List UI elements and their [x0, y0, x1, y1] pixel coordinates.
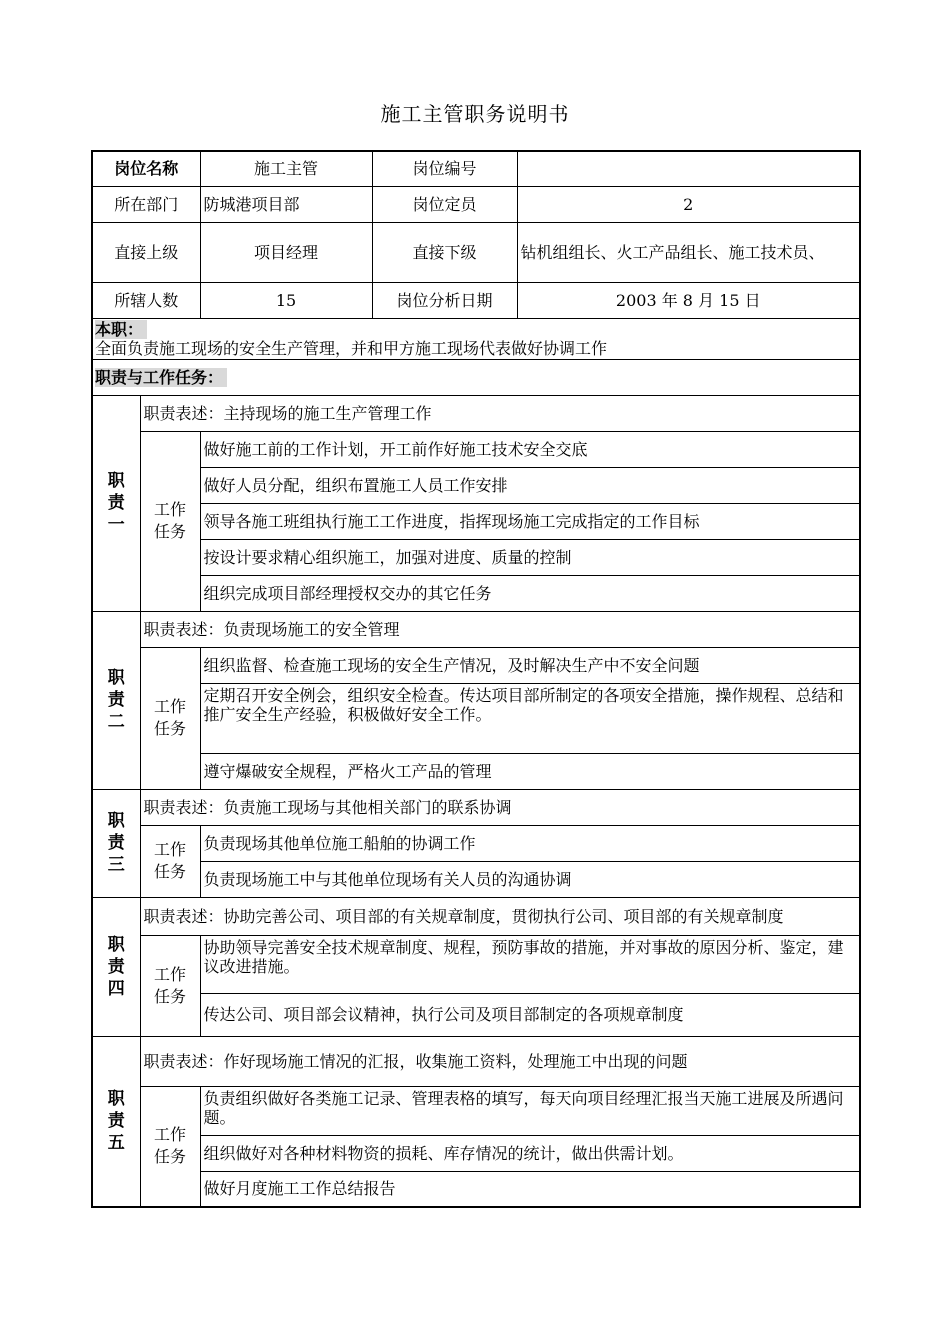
duties-header-cell — [92, 359, 860, 395]
duty-3-statement: 职责表述：负责施工现场与其他相关部门的联系协调 — [140, 789, 860, 825]
duty-1-name: 职 责 一 — [92, 395, 140, 611]
duty-5-name: 职 责 五 — [92, 1036, 140, 1207]
analysis-date-value: 2003 年 8 月 15 日 — [517, 282, 860, 318]
duty-1-task-label: 工作 任务 — [140, 431, 200, 611]
superior-label: 直接上级 — [92, 222, 200, 282]
duty-2-task-label: 工作 任务 — [140, 647, 200, 789]
duty-5-statement: 职责表述：作好现场施工情况的汇报，收集施工资料，处理施工中出现的问题 — [140, 1036, 860, 1086]
task-item: 传达公司、项目部会议精神，执行公司及项目部制定的各项规章制度 — [200, 993, 860, 1036]
task-item: 协助领导完善安全技术规章制度、规程，预防事故的措施，并对事故的原因分析、鉴定，建议改进措施。 — [200, 935, 860, 993]
task-item: 做好月度施工工作总结报告 — [200, 1171, 860, 1207]
main-duty-cell — [92, 318, 860, 359]
task-item: 组织做好对各种材料物资的损耗、库存情况的统计，做出供需计划。 — [200, 1135, 860, 1171]
main-duty-label: 本职： — [95, 320, 147, 339]
position-name-value: 施工主管 — [200, 151, 372, 186]
task-item: 按设计要求精心组织施工，加强对进度、质量的控制 — [200, 539, 860, 575]
task-item: 负责现场施工中与其他单位现场有关人员的沟通协调 — [200, 861, 860, 897]
headcount-value: 2 — [517, 186, 860, 222]
superior-value: 项目经理 — [200, 222, 372, 282]
headcount-label: 岗位定员 — [372, 186, 517, 222]
duty-2-name: 职 责 二 — [92, 611, 140, 789]
task-item: 负责组织做好各类施工记录、管理表格的填写，每天向项目经理汇报当天施工进展及所遇问题。 — [200, 1086, 860, 1135]
duty-5-task-label: 工作 任务 — [140, 1086, 200, 1207]
analysis-date-label: 岗位分析日期 — [372, 282, 517, 318]
task-item: 遵守爆破安全规程，严格火工产品的管理 — [200, 753, 860, 789]
task-item: 组织完成项目部经理授权交办的其它任务 — [200, 575, 860, 611]
task-item: 定期召开安全例会，组织安全检查。传达项目部所制定的各项安全措施，操作规程、总结和推广安全生产经验，积极做好安全工作。 — [200, 683, 860, 753]
duty-4-statement: 职责表述：协助完善公司、项目部的有关规章制度，贯彻执行公司、项目部的有关规章制度 — [140, 897, 860, 935]
task-item: 做好人员分配，组织布置施工人员工作安排 — [200, 467, 860, 503]
subordinate-value: 钻机组组长、火工产品组长、施工技术员、 — [517, 222, 860, 282]
task-item: 做好施工前的工作计划，开工前作好施工技术安全交底 — [200, 431, 860, 467]
duty-2-statement: 职责表述：负责现场施工的安全管理 — [140, 611, 860, 647]
task-item: 组织监督、检查施工现场的安全生产情况，及时解决生产中不安全问题 — [200, 647, 860, 683]
managed-value: 15 — [200, 282, 372, 318]
department-value: 防城港项目部 — [200, 186, 372, 222]
duty-1-statement: 职责表述：主持现场的施工生产管理工作 — [140, 395, 860, 431]
duty-4-name: 职 责 四 — [92, 897, 140, 1036]
position-code-value — [517, 151, 860, 186]
position-name-label: 岗位名称 — [92, 151, 200, 186]
document-title: 施工主管职务说明书 — [380, 102, 570, 126]
position-code-label: 岗位编号 — [372, 151, 517, 186]
duty-3-task-label: 工作 任务 — [140, 825, 200, 897]
task-item: 负责现场其他单位施工船舶的协调工作 — [200, 825, 860, 861]
department-label: 所在部门 — [92, 186, 200, 222]
main-duty-text: 全面负责施工现场的安全生产管理，并和甲方施工现场代表做好协调工作 — [95, 338, 608, 358]
managed-label: 所辖人数 — [92, 282, 200, 318]
duty-3-name: 职 责 三 — [92, 789, 140, 897]
duties-header: 职责与工作任务： — [95, 368, 227, 387]
job-description-table — [91, 150, 861, 1208]
task-item: 领导各施工班组执行施工工作进度，指挥现场施工完成指定的工作目标 — [200, 503, 860, 539]
subordinate-label: 直接下级 — [372, 222, 517, 282]
duty-4-task-label: 工作 任务 — [140, 935, 200, 1036]
